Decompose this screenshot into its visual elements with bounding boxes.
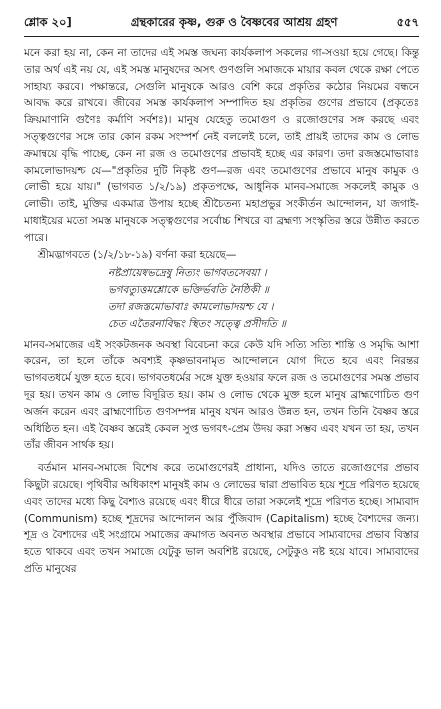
chapter-title: গ্রন্থকারের কৃষ্ণ, গুরু ও বৈষ্ণবের আশ্রয় গ্রহণ bbox=[130, 15, 338, 29]
running-header bbox=[24, 14, 419, 34]
verse-line: ভগবত্যুত্তমশ্লোকে ভক্তির্ভবতি নৈষ্ঠিকী ॥ bbox=[108, 284, 270, 297]
header-rule bbox=[24, 36, 419, 37]
verse-reference: শ্লোক ২০] bbox=[24, 15, 72, 29]
verse-line: নষ্টপ্রায়েষ্বভদ্রেষু নিত্যং ভাগবতসেবয়া । bbox=[108, 267, 267, 280]
verse-line: চেত এতৈরনাবিদ্ধং স্থিতং সত্ত্বে প্রসীদতি ॥ bbox=[108, 317, 287, 330]
sanskrit-verse bbox=[108, 265, 419, 332]
page-number: ৫৫৭ bbox=[396, 15, 419, 29]
paragraph-3: বর্তমান মানব-সমাজে বিশেষ করে তমোগুণেরই প্রাধান্য, যদিও তাতে রজোগুণের প্রভাব কিছুটা রয়েছে। পৃথিবীর অধিকাংশ মানুষই কাম ও লোভের দ্বারা প্রভাবিত হয়ে শূদ্রে পরিণত হয়েছে এবং তাদের মধ্যে কিছু বৈশ্যও রয়েছে এবং ধীরে ধীরে তারা সকলেই শূদ্রে পরিণত হচ্ছে। সাম্যবাদ (Communism) হচ্ছে শূদ্রদের আন্দোলন আর পুঁজিবাদ (Capitalism) হচ্ছে বৈশ্যদের জন্য। শূদ্র ও বৈশ্যদের এই সংগ্রামে সমাজের ক্রমাগত অবনত অবস্থার প্রভাবে সাম্যবাদের প্রভাব বিস্তার হতে থাকবে এবং তখন সমাজে যেটুকু ভাল অবশিষ্ট রয়েছে, সেটুকুও নষ্ট হয়ে যাবে। সাম্যবাদের প্রতি মানুষের bbox=[24, 462, 419, 575]
paragraph-1: মনে করা হয় না, কেন না তাদের এই সমস্ত জঘন্য কার্যকলাপ সকলের গা-সওয়া হয়ে গেছে। কিন্তু তার অর্থ এই নয় যে, এই সমস্ত মানুষদের অসৎ গুণগুলি সমাজকে মায়ার কবল থেকে রক্ষা পেতে সাহায্য করবে। পক্ষান্তরে, সেগুলি মানুষকে আরও বেশি করে প্রকৃতির কঠোর নিয়মের বন্ধনে আবদ্ধ করে রাখবে। জীবের সমস্ত কার্যকলাপ সম্পাদিত হয় প্রকৃতির গুণের প্রভাবে (প্রকৃতেঃ ক্রিয়মাণানি গুণৈঃ কর্মাণি সর্বশঃ)। মানুষ যেহেতু তমোগুণ ও রজোগুণের সঙ্গ করছে এবং সত্ত্বগুণের সঙ্গে তার কোন রকম সংস্পর্শ নেই বললেই চলে, তাই প্রায়ই তাদের কাম ও লোভ ক্রমান্বয়ে বৃদ্ধি পাচ্ছে, কেন না রজ ও তমোগুণের প্রভাবই হচ্ছে এর কারণ। তদা রজস্তমোভাবাঃ কামলোভাদয়শ্চ যে—"প্রকৃতির দুটি নিকৃষ্ট গুণ—রজ এবং তমোগুণের প্রভাবে মানুষ কামুক ও লোভী হয়ে যায়।" (ভাগবত ১/২/১৯) প্রকৃতপক্ষে, আধুনিক মানব-সমাজে সকলেই কামুক ও লোভী। তাই, মুক্তির একমাত্র উপায় হচ্ছে শ্রীচৈতন্য মহাপ্রভুর সংকীর্তন আন্দোলন, যা জগাই-মাধাইয়ের মতো সমস্ত মানুষকে সত্ত্বগুণের সর্বোচ্চ শিখরে বা ব্রহ্মণ্য সংস্কৃতির স্তরে উন্নীত করতে পারে। bbox=[24, 47, 419, 244]
paragraph-2: মানব-সমাজের এই সংকটজনক অবস্থা বিবেচনা করে কেউ যদি সত্যি সত্যি শান্তি ও সমৃদ্ধি আশা করেন, তা হলে তাঁকে অবশ্যই কৃষ্ণভাবনামৃত আন্দোলনে যোগ দিতে হবে এবং নিরন্তর ভাগবতধর্মে যুক্ত হতে হবে। ভাগবতধর্মের সঙ্গে যুক্ত হওয়ার ফলে রজ ও তমোগুণের সমস্ত প্রভাব দূর হয়। তখন কাম ও লোভ বিদূরিত হয়। কাম ও লোভ থেকে মুক্ত হলে মানুষ ব্রাহ্মণোচিত গুণ অর্জন করেন এবং ব্রাহ্মণোচিত গুণসম্পন্ন মানুষ যখন আরও উন্নত হন, তখন তিনি বৈষ্ণব স্তরে অধিষ্ঠিত হন। এই বৈষ্ণব স্তরেই কেবল সুপ্ত ভগবৎ-প্রেম উদয় করা সম্ভব এবং যখন তা হয়, তখন তাঁর জীবন সার্থক হয়। bbox=[24, 338, 419, 452]
verse-intro: শ্রীমদ্ভাগবতে (১/২/১৮-১৯) বর্ণনা করা হয়েছে— bbox=[38, 248, 237, 261]
verse-line: তদা রজস্তমোভাবাঃ কামলোভাদয়শ্চ যে । bbox=[108, 300, 274, 313]
